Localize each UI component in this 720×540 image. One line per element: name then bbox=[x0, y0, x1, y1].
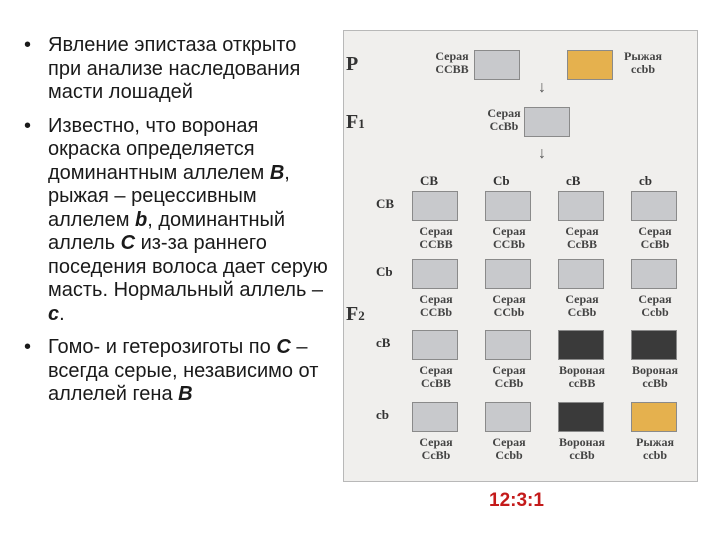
f1-label: Серая CcBb bbox=[487, 106, 521, 133]
phenotype-name: Вороная bbox=[631, 363, 679, 377]
genotype-color-box bbox=[412, 402, 458, 432]
allele-symbol: B bbox=[269, 161, 285, 184]
phenotype-name: Серая bbox=[492, 224, 526, 238]
bullet-dot-icon: • bbox=[24, 336, 32, 358]
phenotype-name: Серая bbox=[492, 292, 526, 306]
genotype-color-box bbox=[485, 402, 531, 432]
phenotype-name: Серая bbox=[492, 435, 526, 449]
genotype-label bbox=[408, 364, 464, 390]
genotype-text: Ccbb bbox=[495, 448, 523, 462]
genotype-text: ccBB bbox=[568, 376, 596, 390]
genotype-label bbox=[554, 293, 610, 319]
segregation-ratio: 12:3:1 bbox=[489, 490, 544, 511]
genotype-color-box bbox=[412, 259, 458, 289]
genotype-label bbox=[481, 293, 537, 319]
arrow-down-icon: ↓ bbox=[538, 79, 546, 96]
genotype-text: CcBb bbox=[640, 237, 670, 251]
allele-symbol: C bbox=[276, 336, 291, 358]
gamete-column-header: cb bbox=[639, 173, 652, 188]
genotype-label bbox=[408, 225, 464, 251]
genotype-text: CCBb bbox=[419, 305, 452, 319]
phenotype-name: Серая bbox=[565, 292, 599, 306]
genotype-color-box bbox=[485, 191, 531, 221]
genotype-color-box bbox=[558, 402, 604, 432]
bullet-text: . bbox=[59, 302, 65, 325]
bullet-text: – всегда серые, независимо от аллелей гена bbox=[48, 336, 319, 405]
bullet-text: , доминантный аллель bbox=[48, 208, 286, 254]
genotype-color-box bbox=[631, 402, 677, 432]
genotype-label bbox=[481, 364, 537, 390]
phenotype-name: Серая bbox=[638, 224, 672, 238]
parent-1-label: Серая CCBB bbox=[435, 49, 469, 76]
phenotype-name: Вороная bbox=[558, 435, 606, 449]
genotype-text: CcBb bbox=[421, 448, 451, 462]
phenotype-name: Вороная bbox=[558, 363, 606, 377]
phenotype-name: Серая bbox=[419, 224, 453, 238]
phenotype-name: Серая bbox=[638, 292, 672, 306]
genotype-color-box bbox=[485, 259, 531, 289]
bullet-text: , рыжая – рецессивным аллелем bbox=[48, 161, 290, 231]
genotype-label bbox=[627, 293, 683, 319]
genotype-color-box bbox=[412, 330, 458, 360]
genotype-text: ccBb bbox=[642, 376, 668, 390]
gamete-column-header: cB bbox=[566, 173, 581, 188]
bullet-item bbox=[22, 34, 332, 105]
bullet-item bbox=[22, 336, 332, 407]
genotype-text: Ccbb bbox=[641, 305, 669, 319]
phenotype-name: Серая bbox=[419, 292, 453, 306]
allele-symbol: C bbox=[120, 232, 136, 254]
generation-f2-label: F2 bbox=[346, 303, 365, 325]
bullet-list bbox=[22, 34, 332, 417]
genotype-label bbox=[554, 436, 610, 462]
genotype-color-box bbox=[558, 259, 604, 289]
allele-symbol: B bbox=[178, 383, 193, 405]
genotype-text: CCBB bbox=[419, 237, 453, 251]
generation-f1-label: F1 bbox=[346, 111, 365, 133]
phenotype-name: Серая bbox=[419, 435, 453, 449]
bullet-dot-icon: • bbox=[24, 114, 32, 137]
genotype-label bbox=[481, 225, 537, 251]
gamete-row-header: Cb bbox=[376, 264, 393, 279]
bullet-text: Гомо- и гетерозиготы по bbox=[48, 336, 277, 358]
genotype-text: CCBb bbox=[492, 237, 525, 251]
gamete-row-header: cb bbox=[376, 407, 389, 422]
parent-2-label: Рыжая ccbb bbox=[624, 49, 662, 76]
genotype-color-box bbox=[412, 191, 458, 221]
phenotype-name: Серая bbox=[419, 363, 453, 377]
f1-color-box bbox=[524, 107, 570, 137]
gamete-row-header: CB bbox=[376, 196, 395, 211]
bullet-dot-icon: • bbox=[24, 34, 32, 56]
gamete-column-header: CB bbox=[420, 173, 439, 188]
genotype-label bbox=[627, 225, 683, 251]
genotype-text: CCbb bbox=[493, 305, 525, 319]
genotype-label bbox=[627, 364, 683, 390]
arrow-down-icon: ↓ bbox=[538, 145, 546, 162]
bullet-text: Известно, что вороная окраска определяется доминантным аллелем bbox=[48, 114, 270, 184]
genotype-label bbox=[554, 364, 610, 390]
genotype-color-box bbox=[631, 259, 677, 289]
bullet-text: Явление эпистаза открыто при анализе наследования масти лошадей bbox=[48, 34, 301, 103]
phenotype-name: Рыжая bbox=[636, 435, 674, 449]
phenotype-name: Серая bbox=[492, 363, 526, 377]
gamete-row-header: cB bbox=[376, 335, 391, 350]
dihybrid-cross-scheme bbox=[343, 30, 698, 482]
genotype-text: CcBB bbox=[421, 376, 451, 390]
genotype-label bbox=[554, 225, 610, 251]
parent-1-color-box bbox=[474, 50, 520, 80]
genotype-label bbox=[481, 436, 537, 462]
genotype-text: ccBb bbox=[569, 448, 595, 462]
bullet-item bbox=[22, 115, 332, 327]
gamete-column-header: Cb bbox=[493, 173, 510, 188]
genotype-label bbox=[408, 436, 464, 462]
parent-2-color-box bbox=[567, 50, 613, 80]
genotype-text: CcBb bbox=[567, 305, 597, 319]
genotype-color-box bbox=[485, 330, 531, 360]
genotype-text: CcBb bbox=[494, 376, 524, 390]
bullet-text: из-за раннего поседения волоса дает серую масть. Нормальный аллель – bbox=[48, 232, 328, 301]
genotype-color-box bbox=[631, 330, 677, 360]
generation-p-label: P bbox=[346, 53, 359, 75]
genotype-color-box bbox=[558, 191, 604, 221]
genotype-label bbox=[627, 436, 683, 462]
allele-symbol: b bbox=[135, 208, 148, 231]
genotype-text: ccbb bbox=[643, 448, 667, 462]
genotype-label bbox=[408, 293, 464, 319]
genotype-color-box bbox=[558, 330, 604, 360]
genotype-color-box bbox=[631, 191, 677, 221]
genotype-text: CcBB bbox=[567, 237, 597, 251]
allele-symbol: c bbox=[48, 302, 60, 325]
phenotype-name: Серая bbox=[565, 224, 599, 238]
